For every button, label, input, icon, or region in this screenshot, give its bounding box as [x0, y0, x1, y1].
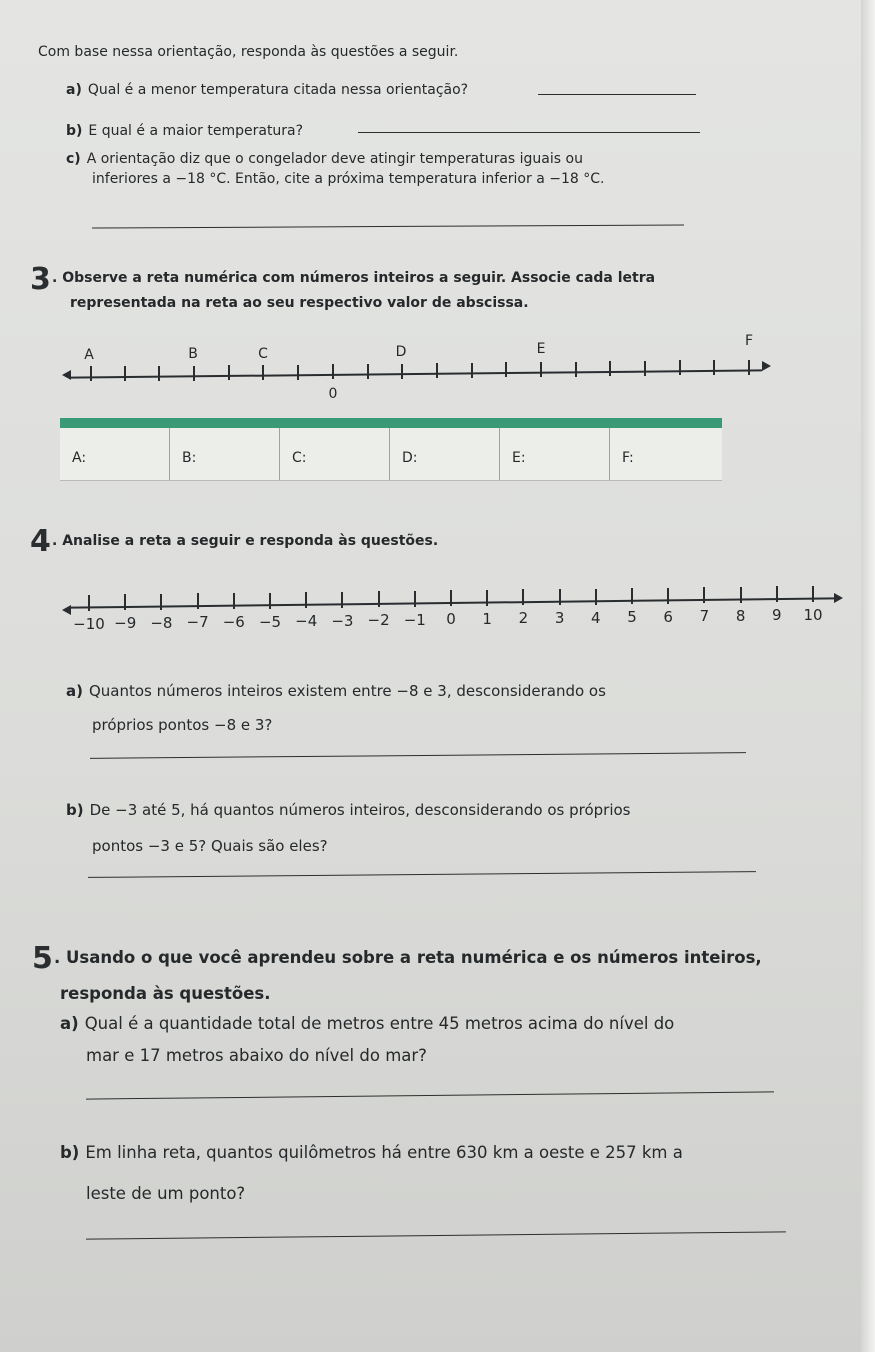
q3-tick: [262, 365, 264, 380]
q4a-label: a): [66, 682, 83, 700]
q4-number: 4: [30, 524, 51, 559]
q4-tick-label: −10: [73, 614, 105, 633]
q3-tick: [471, 363, 473, 378]
q3-tick: [575, 362, 577, 377]
q4a-text-line2: próprios pontos −8 e 3?: [92, 716, 273, 734]
q4-tick: [269, 593, 271, 609]
q5-number: 5: [32, 941, 53, 976]
q4a-answer-line[interactable]: [90, 752, 746, 759]
q4-text: . Analise a reta a seguir e responda às questões.: [52, 533, 439, 549]
q5b-answer-line[interactable]: [86, 1231, 786, 1239]
q4-tick-label: 6: [663, 607, 673, 626]
q4-tick: [378, 591, 380, 607]
q4-tick-label: 4: [591, 608, 601, 627]
q2c-label: c): [66, 151, 81, 167]
q4-tick: [595, 589, 597, 605]
q5a-answer-line[interactable]: [86, 1091, 774, 1099]
q3-tick: [436, 363, 438, 378]
q3-axis: [70, 369, 762, 378]
q4-tick-label: −5: [258, 612, 282, 631]
q4-tick-label: −8: [150, 613, 173, 632]
q3-answer-table: [60, 418, 722, 480]
q3-tick: [158, 366, 160, 381]
q4-tick: [160, 594, 162, 610]
q4-tick-label: 2: [518, 609, 529, 628]
q2c-question-line1: [66, 151, 583, 167]
q3-tick: [644, 361, 646, 376]
q2b-label: b): [66, 123, 83, 139]
q4-tick-label: 0: [446, 610, 456, 629]
q4-tick: [197, 593, 199, 609]
q4-tick-label: −3: [331, 611, 354, 630]
q3-cell-c-label: C:: [292, 450, 307, 466]
q4-tick: [703, 587, 705, 603]
intro-text: Com base nessa orientação, responda às questões a seguir.: [38, 44, 459, 60]
q4-tick-label: −6: [222, 613, 245, 631]
q4b-text-line1: De −3 até 5, há quantos números inteiros, desconsiderando os próprios: [89, 801, 631, 819]
q4b-answer-line[interactable]: [88, 871, 756, 878]
q3-tick: [505, 362, 507, 377]
q4-tick-label: 3: [554, 609, 565, 628]
q4-tick-label: 10: [803, 605, 823, 624]
q5-text-line1: . Usando o que você aprendeu sobre a reta numérica e os números inteiros,: [54, 948, 762, 967]
q3-cell-f[interactable]: [610, 428, 722, 480]
q2a-answer-line[interactable]: [538, 94, 696, 95]
q3-zero-label: 0: [328, 386, 338, 402]
page-fold-shadow: [861, 0, 875, 1352]
q4-tick-label: 7: [699, 607, 710, 626]
q3-text-line1: . Observe a reta numérica com números inteiros a seguir. Associe cada letra: [52, 270, 656, 286]
q4b-question-line1: [66, 801, 630, 819]
q5a-text-line1: Qual é a quantidade total de metros entre 45 metros acima do nível do: [84, 1014, 675, 1033]
q3-letter-b: B: [188, 346, 198, 362]
q4-tick: [233, 593, 235, 609]
q2c-text-line2: inferiores a −18 °C. Então, cite a próxima temperatura inferior a −18 °C.: [92, 171, 605, 187]
q3-cell-d-label: D:: [402, 450, 418, 466]
q2b-text: E qual é a maior temperatura?: [88, 123, 304, 139]
q4-tick-label: 5: [627, 608, 637, 627]
q3-letter-d: D: [395, 344, 407, 360]
q2a-label: a): [66, 82, 82, 98]
q4-tick-label: −9: [114, 614, 137, 633]
q5b-label: b): [60, 1143, 80, 1162]
q3-tick: [193, 366, 195, 381]
q4-tick: [341, 592, 343, 608]
q3-tick: [297, 365, 299, 380]
q4-tick: [812, 586, 814, 602]
q3-text-line2: representada na reta ao seu respectivo valor de abscissa.: [70, 295, 529, 311]
q3-tick: [713, 360, 715, 375]
q3-letter-a: A: [84, 347, 94, 363]
q4-tick: [559, 589, 561, 605]
q4-tick: [740, 587, 742, 603]
q5a-text-line2: mar e 17 metros abaixo do nível do mar?: [86, 1046, 427, 1065]
q3-cell-a[interactable]: [60, 428, 170, 480]
q3-tick: [90, 366, 92, 381]
q3-cell-d[interactable]: [390, 428, 500, 480]
q4-tick: [776, 586, 778, 602]
q4a-text-line1: Quantos números inteiros existem entre −8 e 3, desconsiderando os: [88, 682, 606, 700]
q4-tick: [450, 590, 452, 606]
q4b-text-line2: pontos −3 e 5? Quais são eles?: [92, 837, 328, 855]
q4b-label: b): [66, 801, 84, 819]
q4-tick: [88, 595, 90, 611]
q5a-label: a): [60, 1014, 79, 1033]
q4-tick: [667, 588, 669, 604]
q3-tick: [401, 364, 403, 379]
q3-cell-b-label: B:: [182, 450, 197, 466]
q3-tick: [679, 360, 681, 375]
q3-cell-f-label: F:: [622, 450, 634, 466]
q3-tick: [367, 364, 369, 379]
q3-table-header-bar: [60, 418, 722, 428]
q4-tick: [414, 591, 416, 607]
q4a-question-line1: [66, 682, 606, 700]
q3-tick: [540, 362, 542, 377]
q4-tick-label: −4: [295, 612, 318, 631]
q2b-question: [66, 123, 303, 139]
q4-tick-label: 1: [482, 609, 492, 628]
q4-tick: [631, 588, 633, 604]
q3-letter-f: F: [744, 333, 754, 349]
q3-tick: [124, 366, 126, 381]
q3-cell-a-label: A:: [72, 450, 87, 466]
q3-letter-c: C: [258, 346, 268, 362]
q4-tick: [305, 592, 307, 608]
q4-tick-label: −2: [367, 611, 390, 630]
q3-tick: [332, 364, 334, 379]
q4-tick-label: 9: [772, 606, 782, 625]
q5b-question-line1: [60, 1143, 683, 1162]
q2a-text: Qual é a menor temperatura citada nessa orientação?: [87, 82, 469, 98]
q3-number: 3: [30, 262, 51, 297]
q5b-text-line1: Em linha reta, quantos quilômetros há entre 630 km a oeste e 257 km a: [85, 1143, 683, 1162]
q2b-answer-line[interactable]: [358, 132, 700, 133]
q4-arrow-right: [834, 593, 843, 603]
q2a-question: [66, 82, 468, 98]
q5a-question-line1: [60, 1014, 674, 1033]
q3-cell-e[interactable]: [500, 428, 610, 480]
q4-tick-label: 8: [735, 606, 746, 625]
q3-letter-e: E: [536, 341, 546, 357]
q4-tick: [522, 589, 524, 605]
q5b-text-line2: leste de um ponto?: [86, 1184, 246, 1203]
q4-tick: [486, 590, 488, 606]
q3-cell-c[interactable]: [280, 428, 390, 480]
q4-tick-label: −1: [403, 610, 426, 629]
q3-tick: [748, 360, 750, 375]
q4-tick-label: −7: [186, 613, 209, 632]
q3-tick: [609, 361, 611, 376]
q4-tick: [124, 594, 126, 610]
q5-text-line2: responda às questões.: [60, 984, 271, 1003]
q2c-text-line1: A orientação diz que o congelador deve atingir temperaturas iguais ou: [86, 151, 583, 167]
q2c-answer-line[interactable]: [92, 224, 684, 228]
q3-tick: [228, 365, 230, 380]
q3-arrow-right: [762, 361, 771, 371]
q3-cell-b[interactable]: [170, 428, 280, 480]
q3-cell-e-label: E:: [512, 450, 526, 466]
